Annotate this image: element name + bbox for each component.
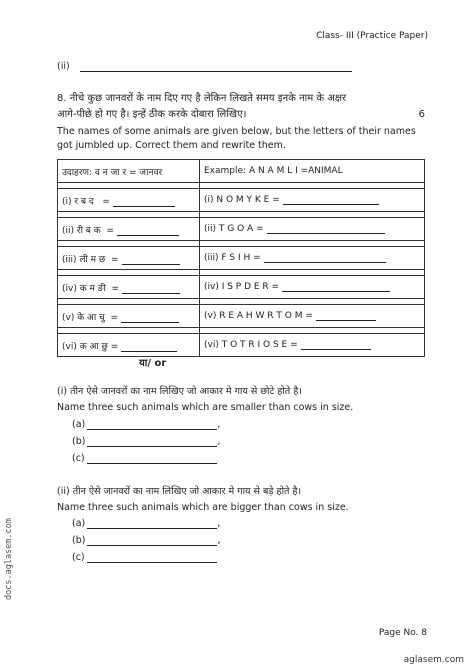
answer-blank[interactable] <box>113 198 175 207</box>
option-label: (a) <box>72 518 86 529</box>
answer-blank[interactable] <box>316 312 376 321</box>
question-8-english-line1: The names of some animals are given below, but the letters of their names <box>57 126 416 137</box>
jumbled-word: (i) र ब द <box>62 196 94 207</box>
hindi-jumbled-5 <box>58 305 200 328</box>
jumbled-word: (vi) T O T R I O S E = <box>204 340 298 350</box>
equals-sign: = <box>110 312 119 323</box>
equals-sign: = <box>110 341 119 352</box>
option-b-row <box>72 535 220 546</box>
answer-blank[interactable] <box>87 455 217 464</box>
equals-sign: = <box>106 225 114 236</box>
hindi-jumbled-3 <box>58 247 200 270</box>
answer-blank[interactable] <box>121 343 177 352</box>
equals-sign: = <box>111 283 120 294</box>
section-a-hindi: (i) तीन ऐसे जानवरों का नाम लिखिए जो आकार मे गाय से छोटे होते है। <box>57 386 302 397</box>
jumbled-words-table <box>57 159 425 357</box>
comma: , <box>217 535 221 546</box>
answer-blank[interactable] <box>264 254 386 263</box>
answer-blank[interactable] <box>282 283 390 292</box>
jumbled-word: (ii) T G O A = <box>204 224 264 234</box>
answer-line-prev <box>80 71 352 72</box>
answer-blank[interactable] <box>122 285 180 294</box>
english-jumbled-6 <box>200 334 425 357</box>
question-8-hindi <box>57 91 425 123</box>
question-8-marks: 6 <box>418 109 425 120</box>
jumbled-word: (v) के आ चु <box>62 312 105 323</box>
option-a-row <box>72 518 220 529</box>
jumbled-word: (iii) F S I H = <box>204 253 261 263</box>
section-bigger-animals <box>57 484 437 516</box>
table-row <box>58 218 425 241</box>
hindi-jumbled-6 <box>58 334 200 357</box>
comma: , <box>217 518 221 529</box>
comma: , <box>217 436 221 447</box>
or-separator: या/ or <box>139 358 167 369</box>
side-watermark: docs.aglasem.com <box>4 518 14 600</box>
question-8-hindi-line1: 8. नीचे कुछ जानवरों के नाम दिए गए है लेकिन लिखते समय इनके नाम के अक्षर <box>57 93 347 104</box>
option-b-row <box>72 436 220 447</box>
table-row <box>58 276 425 299</box>
equals-sign: = <box>110 254 119 265</box>
equals-sign: = <box>102 196 110 207</box>
table-row <box>58 334 425 357</box>
jumbled-word: (iii) ली म छ <box>62 254 106 265</box>
question-8-english <box>57 125 427 153</box>
answer-blank[interactable] <box>87 554 217 563</box>
jumbled-word: (iv) क म ङी <box>62 283 106 294</box>
english-jumbled-4 <box>200 276 425 299</box>
page-number: Page No. 8 <box>378 628 427 638</box>
english-jumbled-3 <box>200 247 425 270</box>
section-a-english: Name three such animals which are smaller than cows in size. <box>57 402 354 413</box>
answer-blank[interactable] <box>283 196 379 205</box>
comma: , <box>217 419 221 430</box>
table-header-hindi: उदाहरण: व न जा र = जानवर <box>58 160 200 183</box>
section-b-hindi: (ii) तीन ऐसे जानवरों का नाम लिखिए जो आकार मे गाय से बड़े होते है। <box>57 486 302 497</box>
answer-blank[interactable] <box>87 438 217 447</box>
jumbled-word: (iv) I S P D E R = <box>204 282 280 292</box>
option-label: (b) <box>72 436 86 447</box>
table-row <box>58 189 425 212</box>
answer-blank[interactable] <box>87 537 217 546</box>
option-label: (c) <box>72 552 85 563</box>
answer-blank[interactable] <box>121 314 179 323</box>
answer-blank[interactable] <box>87 520 217 529</box>
previous-item-label: (ii) <box>57 61 70 72</box>
english-jumbled-1 <box>200 189 425 212</box>
option-label: (a) <box>72 419 86 430</box>
hindi-jumbled-4 <box>58 276 200 299</box>
table-row <box>58 247 425 270</box>
answer-blank[interactable] <box>267 225 385 234</box>
option-c-row <box>72 453 217 464</box>
answer-blank[interactable] <box>122 256 180 265</box>
brand-label: aglasem.com <box>403 655 464 665</box>
option-a-row <box>72 419 220 430</box>
jumbled-word: (v) R E A H W R T O M = <box>204 311 313 321</box>
option-label: (c) <box>72 453 85 464</box>
option-label: (b) <box>72 535 86 546</box>
section-smaller-animals <box>57 384 437 416</box>
table-header-english: Example: A N A M L I =ANIMAL <box>200 160 425 183</box>
hindi-jumbled-2 <box>58 218 200 241</box>
english-jumbled-5 <box>200 305 425 328</box>
jumbled-word: (ii) री ब क <box>62 225 101 236</box>
table-row <box>58 305 425 328</box>
jumbled-word: (i) N O M Y K E = <box>204 195 280 205</box>
answer-blank[interactable] <box>117 227 179 236</box>
english-jumbled-2 <box>200 218 425 241</box>
answer-blank[interactable] <box>301 341 371 350</box>
question-8-hindi-line2: आगे-पीछे हो गए है। इन्हें ठीक करके दोबारा लिखिए। <box>57 109 247 120</box>
jumbled-word: (vi) क आ छु <box>62 341 108 352</box>
hindi-jumbled-1 <box>58 189 200 212</box>
question-8-english-line2: got jumbled up. Correct them and rewrite them. <box>57 140 286 151</box>
table-header-row <box>58 160 425 183</box>
class-header: Class- III (Practice Paper) <box>316 31 428 41</box>
section-b-english: Name three such animals which are bigger than cows in size. <box>57 502 349 513</box>
option-c-row <box>72 552 217 563</box>
answer-blank[interactable] <box>87 421 217 430</box>
